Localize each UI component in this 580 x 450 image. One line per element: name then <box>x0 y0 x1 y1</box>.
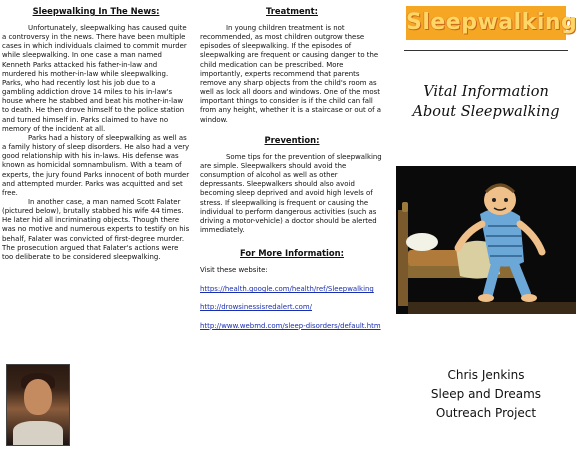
link-webmd[interactable]: http://www.webmd.com/sleep-disorders/default.htm <box>200 321 381 330</box>
cover-column <box>392 0 580 450</box>
treatment-block <box>200 24 384 125</box>
news-column <box>0 0 196 450</box>
prevention-block <box>200 153 384 235</box>
news-heading: Sleepwalking In The News: <box>32 6 160 16</box>
title-banner <box>406 6 578 40</box>
news-paragraph-2: Parks had a history of sleepwalking as well as a family history of sleep disorders. He also had a very good relationship with his in-laws. His defense was known as homicidal somnambulism. With a team of experts, the jury found Parks innocent of both murder and attempted murder. Parks was acquitted and set free. <box>2 133 190 197</box>
title-banner-text: Sleepwalking <box>406 10 578 35</box>
news-text <box>2 24 190 262</box>
subtitle <box>400 82 572 122</box>
visit-label: Visit these website: <box>200 266 268 275</box>
scott-falater-photo <box>6 364 70 446</box>
project-line-1: Sleep and Dreams <box>430 387 542 401</box>
subtitle-line-2: About Sleepwalking <box>412 104 560 120</box>
news-paragraph-3: In another case, a man named Scott Falater (pictured below), brutally stabbed his wife 44 times. He later hid all incriminating objects. Though there was no motive and numerous experts to testify on his behalf, Falater was convicted of first-degree murder. The prosecution argued that Falater's actions were too deliberate to be considered sleepwalking. <box>2 197 190 261</box>
prevention-text: Some tips for the prevention of sleepwalking are simple. Sleepwalkers should avoid the consumption of alcohol as well as other depressants. Sleepwalkers should also avoid becoming sleep deprived and avoid high levels of stress. If sleepwalking is frequent or causing the individual to perform dangerous activities (such as driving a motor-vehicle) a doctor should be alerted immediately. <box>200 152 382 234</box>
subtitle-line-1: Vital Information <box>423 84 549 100</box>
photo-face <box>24 379 52 415</box>
treatment-text: In young children treatment is not recommended, as most children outgrow these episodes of sleepwalking. If the episodes of sleepwalking are frequent or causing danger to the child medication can be prescribed. More importantly, experts recommend that parents remove any sharp objects from the child's room as well as lock all doors and windows. One of the most important things to consider is if the child can fall from any height, whether it is a staircase or out of a window. <box>200 24 382 124</box>
author-credit <box>400 366 572 423</box>
sleepwalker-cartoon <box>396 166 576 314</box>
title-divider <box>404 50 568 51</box>
prevention-heading: Prevention: <box>264 134 320 145</box>
info-column <box>196 0 390 450</box>
treatment-heading: Treatment: <box>266 6 318 16</box>
more-info-heading: For More Information: <box>240 248 344 259</box>
link-drowsiness[interactable]: http://drowsinessisredalert.com/ <box>200 303 313 312</box>
author-name: Chris Jenkins <box>447 368 525 382</box>
project-line-2: Outreach Project <box>435 406 537 420</box>
news-paragraph-1: Unfortunately, sleepwalking has caused quite a controversy in the news. There have been multiple cases in which individuals claimed to commit murder while sleepwalking. In one case a man named Kenneth Parks attacked his father-in-law and murdered his mother-in-law while sleepwalking. Parks, who had recently lost his job due to a gambling addiction drove 14 miles to his in-law's house where he stabbed and beat his mother-in-law to death. He then drove himself to the police station and turned himself in. Parks claimed to have no memory of the incident at all. <box>2 24 187 133</box>
photo-shirt <box>13 421 63 445</box>
link-google-health[interactable]: https://health.google.com/health/ref/Sleepwalking <box>200 285 374 294</box>
